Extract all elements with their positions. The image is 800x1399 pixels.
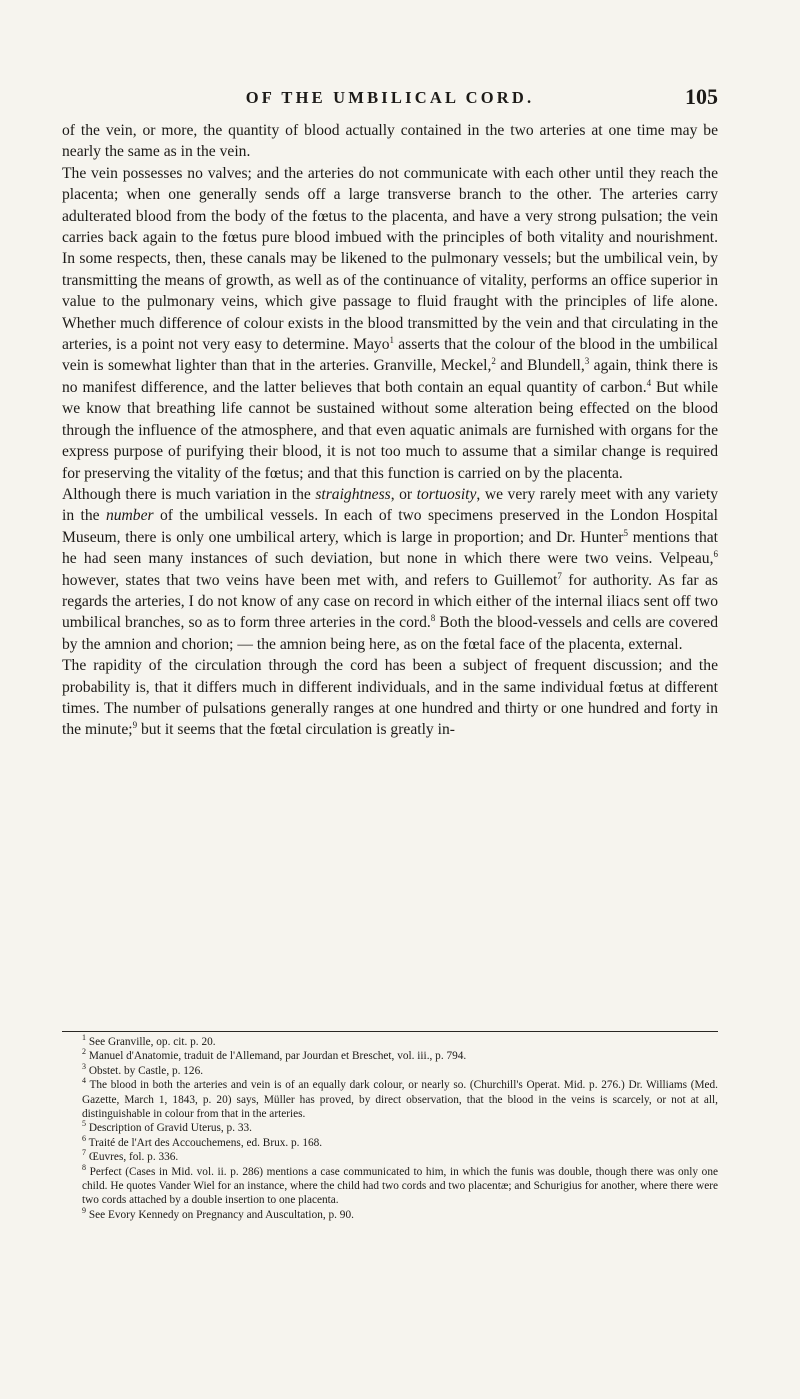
footnote-ref: 9 xyxy=(132,720,138,731)
paragraph-4: The rapidity of the circulation through the cord has been a subject of frequent discussion; and the probability is, that it differs much in different individuals, and in the same individual fœtus at different times. The number of pulsations generally ranges at one hundred and thirty or one hundred and forty in the minute;$^9$ but it seems that the fœtal circulation is greatly in- xyxy=(62,657,718,739)
footnote-2: $^2$ Manuel d'Anatomie, traduit de l'Allemand, par Jourdan et Breschet, vol. iii., p. 794. xyxy=(82,1047,467,1063)
footnote-6: $^6$ Traité de l'Art des Accouchemens, ed. Brux. p. 168. xyxy=(82,1134,323,1149)
footnote-5: $^5$ Description of Gravid Uterus, p. 33. xyxy=(82,1119,252,1135)
footnote-ref: 5 xyxy=(623,527,628,538)
footnote-ref: 8 xyxy=(430,613,436,624)
paragraph-1: of the vein, or more, the quantity of blood actually contained in the two arteries at one time may be nearly the same as in the vein. xyxy=(62,122,718,161)
footnote-8: $^8$ Perfect (Cases in Mid. vol. ii. p. 286) mentions a case communicated to him, in which the funis was double, though there was only one child. He quotes Vander Wiel for an instance, where the child had two cords and two placentæ; and Schurigius for another, where there were two cords attached by a double insertion to one placenta. xyxy=(82,1162,718,1207)
footnote-ref: 3 xyxy=(584,356,590,367)
footnote-ref: 6 xyxy=(713,548,718,559)
footnote-3: $^3$ Obstet. by Castle, p. 126. xyxy=(82,1062,204,1077)
footnote-7: $^7$ Œuvres, fol. p. 336. xyxy=(82,1148,179,1164)
paragraph-2: The vein possesses no valves; and the arteries do not communicate with each other until they reach the placenta; when one generally sends off a large transverse branch to the other. The arteries carry adulterated blood from the body of the fœtus to the placenta, and have a very strong pulsation; the vein carries back again to the fœtus pure blood imbued with the principles of both vitality and nourishment. In some respects, then, these canals may be likened to the pulmonary vessels; but the umbilical vein, by transmitting the means of growth, as well as of the continuance of vitality, performs an office superior in value to the pulmonary veins, which give passage to fluid fraught with the principles of life alone. Whether much difference of colour exists in the blood transmitted by the vein and that circulating in the arteries, is a point not very easy to determine. Mayo$^1$ asserts that the colour of the blood in the umbilical vein is somewhat lighter than that in the arteries. Granville, Meckel,$^2$ and Blundell,$^3$ again, think there is no manifest difference, and the latter believes that both contain an equal quantity of carbon.$^4$ But while we know that breathing life cannot be sustained without some alteration being effected on the blood through the influence of the atmosphere, and that even aquatic animals are furnished with organs for the express purpose of purifying their blood, it is not too much to assume that a similar change is required for preserving the vitality of the fœtus; and that this function is carried on by the placenta. xyxy=(62,164,718,482)
footnote-ref: 7 xyxy=(557,570,562,581)
footnote-ref: 4 xyxy=(646,377,652,388)
footnote-divider xyxy=(62,1031,718,1032)
running-header xyxy=(62,84,718,114)
paragraph-3: Although there is much variation in the straightness, or tortuosity, we very rarely meet with any variety in the number of the umbilical vessels. In each of two specimens preserved in the London Hospital Museum, there is only one umbilical artery, which is large in proportion; and Dr. Hunter$^5$ mentions that he had seen many instances of such deviation, but none in which there were two veins. Velpeau,$^6$ however, states that two veins have been met with, and refers to Guillemot$^7$ for authority. As far as regards the arteries, I do not know of any case on record in which either of the internal iliacs sent off two umbilical branches, so as to form three arteries in the cord.$^8$ Both the blood-vessels and cells are covered by the amnion and chorion; — the amnion being here, as on the fœtal face of the placenta, external. xyxy=(62,485,719,653)
footnote-4: $^4$ The blood in both the arteries and vein is of an equally dark colour, or nearly so. (Churchill's Operat. Mid. p. 276.) Dr. Williams (Med. Gazette, March 1, 1843, p. 20) says, Müller has proved, by direct observation, that the blood in the veins is scarcely, or not at all, distinguishable in colour from that in the arteries. xyxy=(82,1076,718,1121)
footnote-9: $^9$ See Evory Kennedy on Pregnancy and Auscultation, p. 90. xyxy=(82,1206,354,1221)
running-title: OF THE UMBILICAL CORD. xyxy=(245,88,535,107)
main-text xyxy=(62,120,718,741)
footnote-1: $^1$ See Granville, op. cit. p. 20. xyxy=(82,1033,216,1048)
footnote-ref: 1 xyxy=(389,334,395,345)
footnote-ref: 2 xyxy=(491,356,496,367)
page-number: 105 xyxy=(685,84,718,109)
footnotes xyxy=(62,1035,718,1222)
